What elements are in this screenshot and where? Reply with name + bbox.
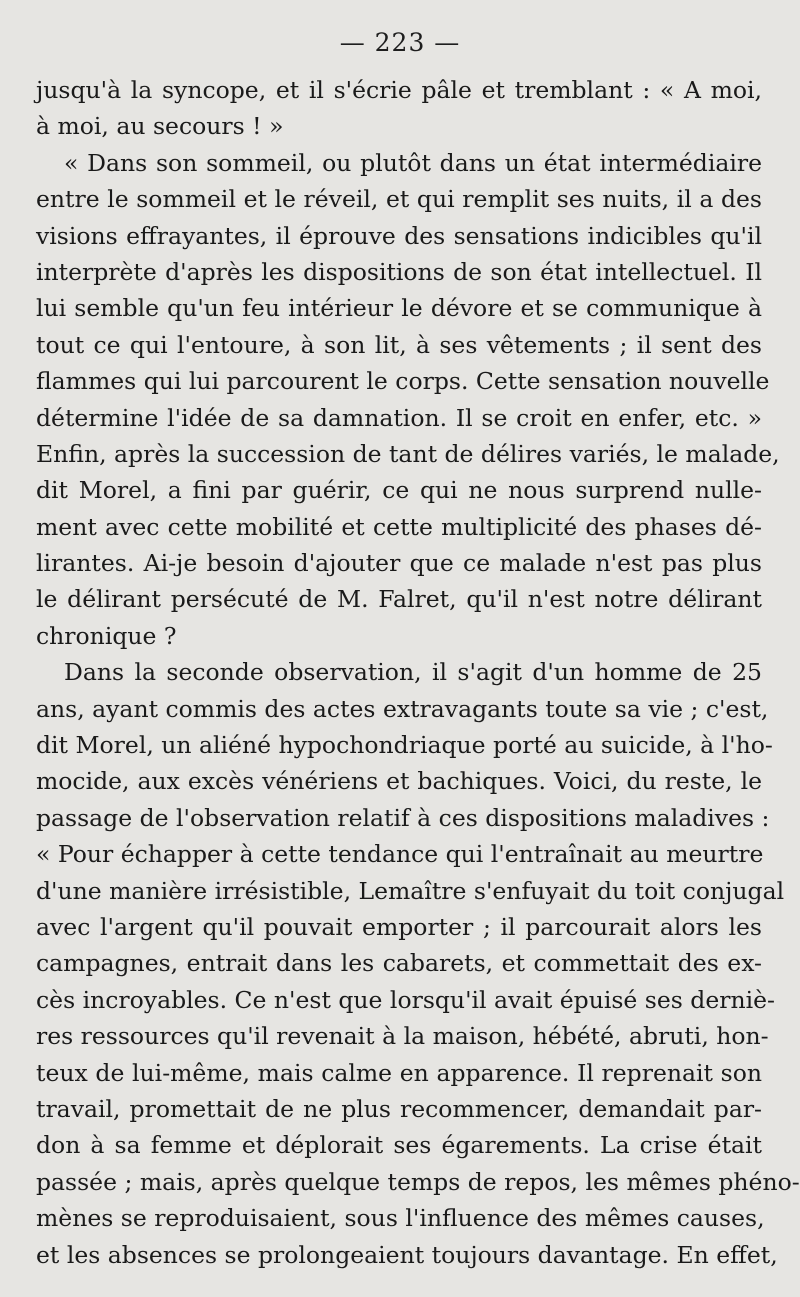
text-line: res ressources qu'il revenait à la maison, hébété, abruti, hon-	[36, 1022, 769, 1051]
text-line: dit Morel, a fini par guérir, ce qui ne nous surprend nulle-	[36, 476, 762, 505]
text-line: dit Morel, un aliéné hypochondriaque porté au suicide, à l'ho-	[36, 731, 773, 760]
text-line: à moi, au secours ! »	[36, 112, 284, 141]
text-line: tout ce qui l'entoure, à son lit, à ses vêtements ; il sent des	[36, 330, 762, 359]
text-line: cès incroyables. Ce n'est que lorsqu'il avait épuisé ses derniè-	[36, 985, 775, 1014]
text-line: flammes qui lui parcourent le corps. Cette sensation nouvelle	[36, 367, 770, 396]
text-line: chronique ?	[36, 621, 177, 650]
text-line: et les absences se prolongeaient toujours davantage. En effet,	[36, 1240, 778, 1269]
text-line: jusqu'à la syncope, et il s'écrie pâle et tremblant : « A moi,	[36, 76, 762, 104]
text-line: Enfin, après la succession de tant de délires variés, le malade,	[36, 439, 780, 468]
text-line: le délirant persécuté de M. Falret, qu'il n'est notre délirant	[36, 585, 762, 614]
text-line: entre le sommeil et le réveil, et qui remplit ses nuits, il a des	[36, 185, 762, 214]
text-line: avec l'argent qu'il pouvait emporter ; il parcourait alors les	[36, 912, 762, 941]
page-number: — 223 —	[339, 28, 461, 57]
text-line: travail, promettait de ne plus recommencer, demandait par-	[36, 1094, 762, 1123]
text-line: mènes se reproduisaient, sous l'influence des mêmes causes,	[36, 1204, 765, 1233]
text-line: passée ; mais, après quelque temps de repos, les mêmes phéno-	[36, 1167, 800, 1196]
text-line: lirantes. Ai-je besoin d'ajouter que ce malade n'est pas plus	[36, 549, 762, 578]
text-line: ment avec cette mobilité et cette multiplicité des phases dé-	[36, 512, 762, 541]
text-line: interprète d'après les dispositions de son état intellectuel. Il	[36, 257, 762, 286]
text-line: teux de lui-même, mais calme en apparence. Il reprenait son	[36, 1058, 762, 1087]
text-line: « Pour échapper à cette tendance qui l'entraînait au meurtre	[36, 840, 764, 869]
text-line: d'une manière irrésistible, Lemaître s'enfuyait du toit conjugal	[36, 876, 785, 905]
text-line: campagnes, entrait dans les cabarets, et commettait des ex-	[36, 949, 762, 978]
text-line: mocide, aux excès vénériens et bachiques. Voici, du reste, le	[36, 767, 762, 796]
text-line: visions effrayantes, il éprouve des sensations indicibles qu'il	[36, 221, 762, 250]
text-line: don à sa femme et déplorait ses égarements. La crise était	[36, 1131, 762, 1160]
text-line: lui semble qu'un feu intérieur le dévore et se communique à	[36, 294, 762, 323]
text-line: passage de l'observation relatif à ces dispositions maladives :	[36, 803, 770, 832]
text-line: Dans la seconde observation, il s'agit d'un homme de 25	[64, 658, 762, 687]
text-line: détermine l'idée de sa damnation. Il se croit en enfer, etc. »	[36, 403, 762, 432]
text-line: « Dans son sommeil, ou plutôt dans un état intermédiaire	[64, 148, 762, 177]
text-line: ans, ayant commis des actes extravagants toute sa vie ; c'est,	[36, 694, 769, 723]
body-text	[36, 72, 800, 1273]
